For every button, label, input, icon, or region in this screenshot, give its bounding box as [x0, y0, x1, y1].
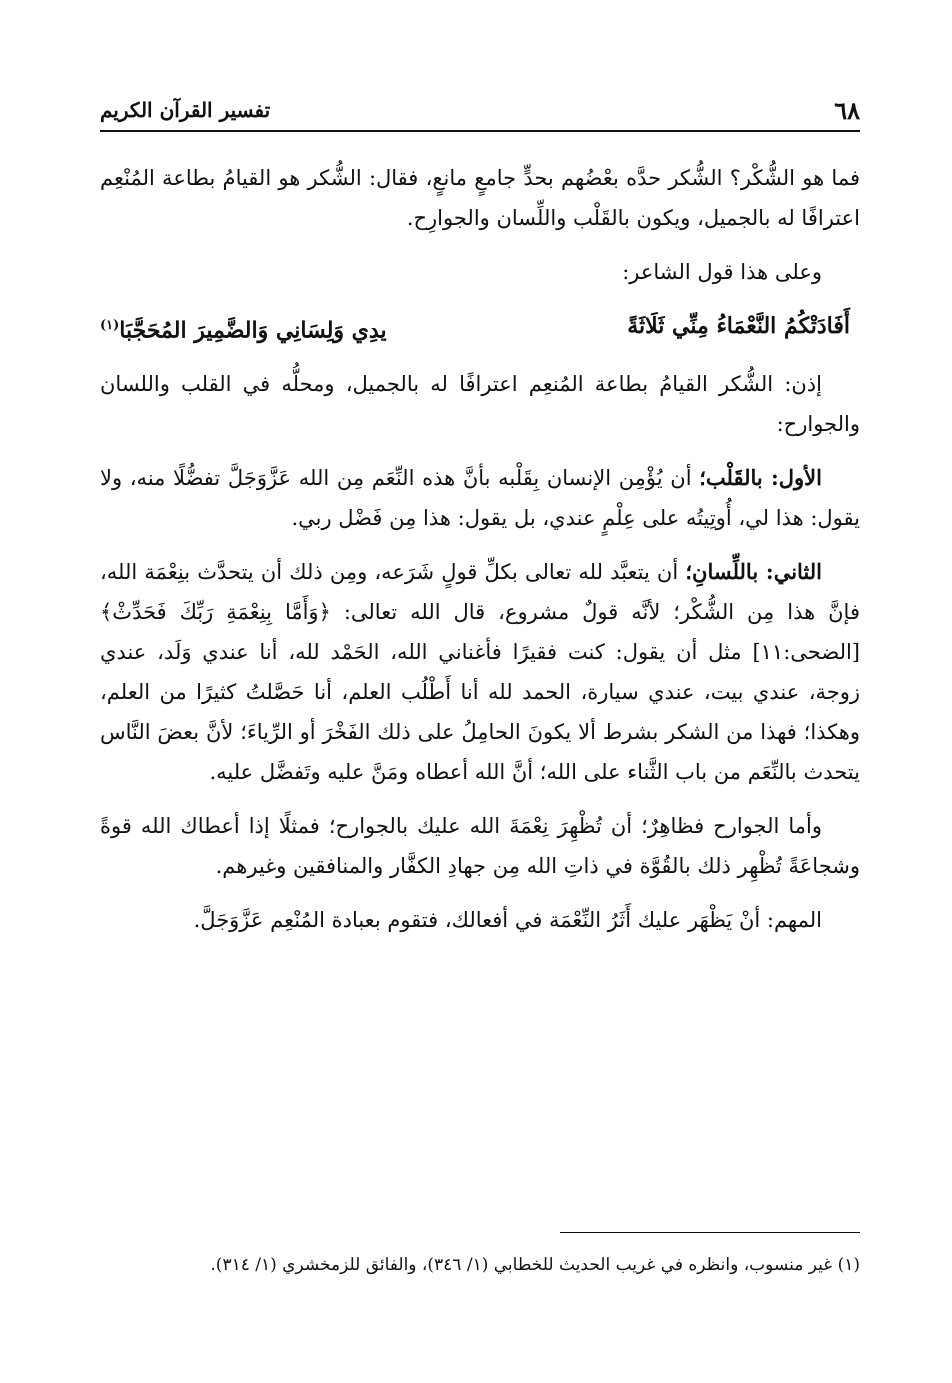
- footnote-divider: [560, 1232, 860, 1233]
- paragraph-heart: [100, 458, 860, 538]
- main-text: [100, 158, 860, 954]
- tongue-text: أن يتعبَّد لله تعالى بكلِّ قولٍ شَرَعه، ومِن ذلك أن يتحدَّث بنِعْمَة الله، فإنَّ هذا مِن الشُّكْر؛ لأنَّه قولٌ مشروع، قال الله تعالى: ﴿وَأَمَّا بِنِعْمَةِ رَبِّكَ فَحَدِّثْ﴾ [الضحى:١١] مثل أن يقول: كنت فقيرًا فأغناني الله، الحَمْد لله، أنا عندي وَلَد، عندي زوجة، عندي بيت، عندي سيارة، الحمد لله أنا أَطْلُب العلم، أنا حَصَّلتُ كثيرًا من العلم، وهكذا؛ فهذا من الشكر بشرط ألا يكونَ الحامِلُ على ذلك الفَخْرَ أو الرِّياءَ؛ لأنَّ بعضَ النَّاس يتحدث بالنِّعَم من باب الثَّناء على الله؛ أنَّ الله أعطاه ومَنَّ عليه وتَفضَّل عليه.: [100, 560, 860, 785]
- paragraph-tongue: [100, 552, 860, 792]
- paragraph-definition: فما هو الشُّكْر؟ الشُّكر حدَّه بعْضُهم بحدٍّ جامعٍ مانعٍ، فقال: الشُّكر هو القيامُ بطاعة المُنْعِم اعترافًا له بالجميل، ويكون بالقَلْب واللِّسان والجوارِح.: [100, 166, 860, 230]
- heart-text: أن يُؤْمِن الإنسان بِقَلْبه بأنَّ هذه النِّعَم مِن الله عَزَّوَجَلَّ تفضُّلًا منه، ولا يقول: هذا لي، أُوتِيتُه على عِلْمٍ عندي، بل يقول: هذا مِن فَضْل ربي.: [100, 466, 860, 531]
- paragraph-summary: إذن: الشُّكر القيامُ بطاعة المُنعِم اعترافًا له بالجميل، ومحلُّه في القلب واللسان والجوارح:: [100, 372, 860, 437]
- verse-second-hemistich: يدِي وَلِسَانِي وَالضَّمِيرَ المُحَجَّبَا: [119, 317, 387, 344]
- paragraph-poet-intro: وعلى هذا قول الشاعر:: [622, 260, 822, 284]
- verse-first-hemistich: أَفَادَتْكُمُ النَّعْمَاءُ مِنِّي ثَلَاثَةً: [627, 313, 850, 339]
- page-header: [100, 96, 860, 132]
- paragraph-limbs: وأما الجوارح فظاهِرٌ؛ أن تُظْهِرَ نِعْمَةَ الله عليك بالجوارح؛ فمثلًا إذا أعطاك الله قوةً وشجاعَةً تُظْهِر ذلك بالقُوَّة في ذاتِ الله مِن جهادِ الكفَّار والمنافقين وغيرهم.: [100, 814, 860, 879]
- heart-heading: الأول: بالقَلْب؛: [699, 465, 822, 491]
- poem-verse: [100, 306, 860, 350]
- verse-second-hemistich-wrap: [100, 306, 387, 350]
- page-number: ٦٨: [834, 96, 860, 125]
- running-title: تفسير القرآن الكريم: [100, 98, 271, 122]
- tongue-heading: الثاني: باللِّسانِ؛: [685, 559, 823, 585]
- footnote: (١) غير منسوب، وانظره في غريب الحديث للخطابي (١/ ٣٤٦)، والفائق للزمخشري (١/ ٣١٤).: [210, 1255, 860, 1275]
- paragraph-conclusion: المهم: أنْ يَظْهَر عليك أَثَرُ النِّعْمَة في أفعالك، فتقوم بعبادة المُنْعِم عَزَّوَجَلَّ.: [193, 908, 822, 933]
- footnote-marker: (١): [100, 318, 120, 333]
